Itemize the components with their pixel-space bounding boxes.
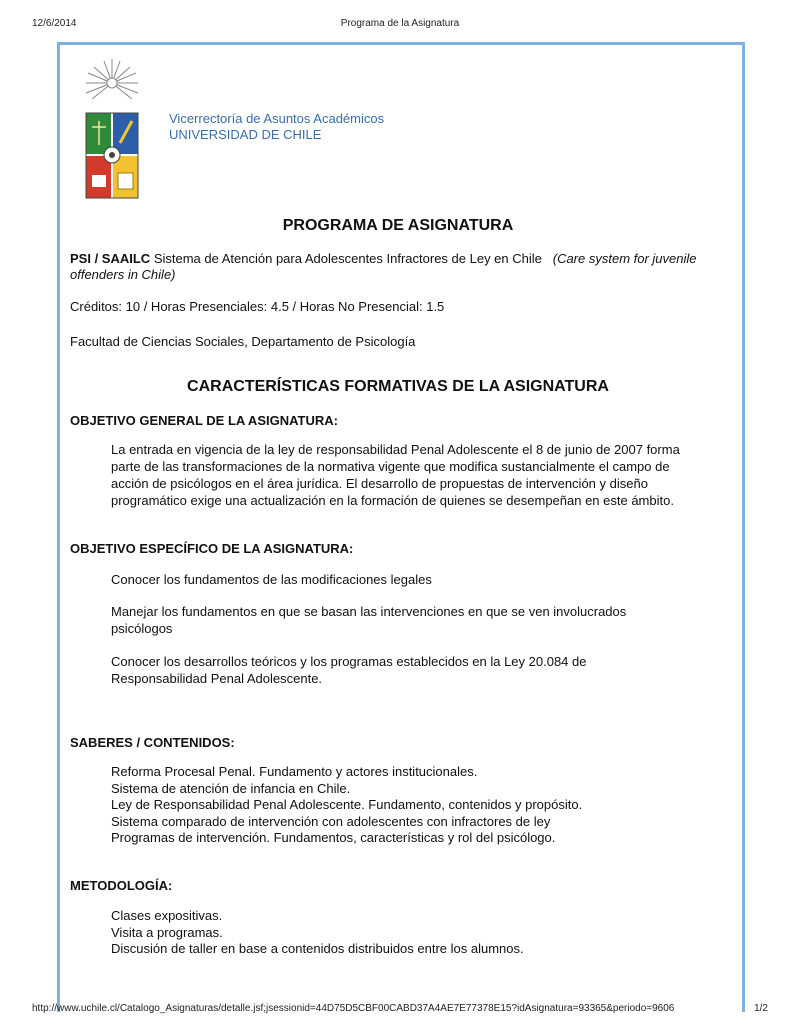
contents-title: SABERES / CONTENIDOS: xyxy=(70,735,235,750)
contents-item: Sistema comparado de intervención con adolescentes con infractores de ley xyxy=(111,813,551,829)
characteristics-heading: CARACTERÍSTICAS FORMATIVAS DE LA ASIGNATURA xyxy=(187,378,609,395)
credits-line: Créditos: 10 / Horas Presenciales: 4.5 / Horas No Presencial: 1.5 xyxy=(70,299,445,314)
methodology-item: Visita a programas. xyxy=(111,924,223,940)
program-title-line xyxy=(70,251,726,283)
faculty-line: Facultad de Ciencias Sociales, Departamento de Psicología xyxy=(70,334,416,349)
specific-objective-item: Conocer los fundamentos de las modificaciones legales xyxy=(111,572,432,587)
general-objective-text: La entrada en vigencia de la ley de responsabilidad Penal Adolescente el 8 de junio de 2007 forma parte de las transformaciones de la normativa vigente que modifica sustancialmente el campo de acción de psicólogos en el área jurídica. El desarrollo de propuestas de intervención y diseño programático exige una actualización en la formación de quienes se desempeñan en este ámbito. xyxy=(111,442,680,508)
contents-item: Ley de Responsabilidad Penal Adolescente. Fundamento, contenidos y propósito. xyxy=(111,797,583,812)
methodology-item: Discusión de taller en base a contenidos distribuidos entre los alumnos. xyxy=(111,941,524,956)
contents-item: Sistema de atención de infancia en Chile. xyxy=(111,780,351,796)
print-title: Programa de la Asignatura xyxy=(340,18,460,29)
specific-objective-item: Conocer los desarrollos teóricos y los programas establecidos en la Ley 20.084 de Responsabilidad Penal Adolescente. xyxy=(111,654,587,686)
contents-item: Reforma Procesal Penal. Fundamento y actores institucionales. xyxy=(111,764,478,779)
institution-block xyxy=(169,111,384,143)
program-name: Sistema de Atención para Adolescentes Infractores de Ley en Chile xyxy=(153,251,542,266)
page-url: http://www.uchile.cl/Catalogo_Asignaturas/detalle.jsf;jsessionid=44D75D5CBF00CABD37A4AE7E77378E15?idAsignatura=93365&periodo=9606 xyxy=(32,1003,675,1014)
institution-line2: UNIVERSIDAD DE CHILE xyxy=(169,127,322,142)
print-header xyxy=(32,18,768,32)
print-footer xyxy=(32,1003,768,1017)
methodology-title: METODOLOGÍA: xyxy=(70,878,173,893)
specific-objective-item: Manejar los fundamentos en que se basan las intervenciones en que se ven involucrados psicólogos xyxy=(111,604,627,636)
institution-line1: Vicerrectoría de Asuntos Académicos xyxy=(169,111,385,126)
contents-item: Programas de intervención. Fundamentos, características y rol del psicólogo. xyxy=(111,830,556,845)
methodology-list xyxy=(111,908,686,958)
general-objective-title: OBJETIVO GENERAL DE LA ASIGNATURA: xyxy=(70,413,338,428)
program-code: PSI / SAAILC xyxy=(70,251,151,266)
methodology-item: Clases expositivas. xyxy=(111,908,223,923)
university-seal-icon xyxy=(72,57,152,207)
page-number: 1/2 xyxy=(754,1003,768,1014)
specific-objective-title: OBJETIVO ESPECÍFICO DE LA ASIGNATURA: xyxy=(70,541,354,556)
document-frame xyxy=(57,42,745,1012)
contents-list xyxy=(111,764,716,847)
print-date: 12/6/2014 xyxy=(32,18,77,29)
program-english-name: (Care system for juvenile offenders in Chile) xyxy=(70,251,697,282)
program-heading: PROGRAMA DE ASIGNATURA xyxy=(282,217,514,234)
